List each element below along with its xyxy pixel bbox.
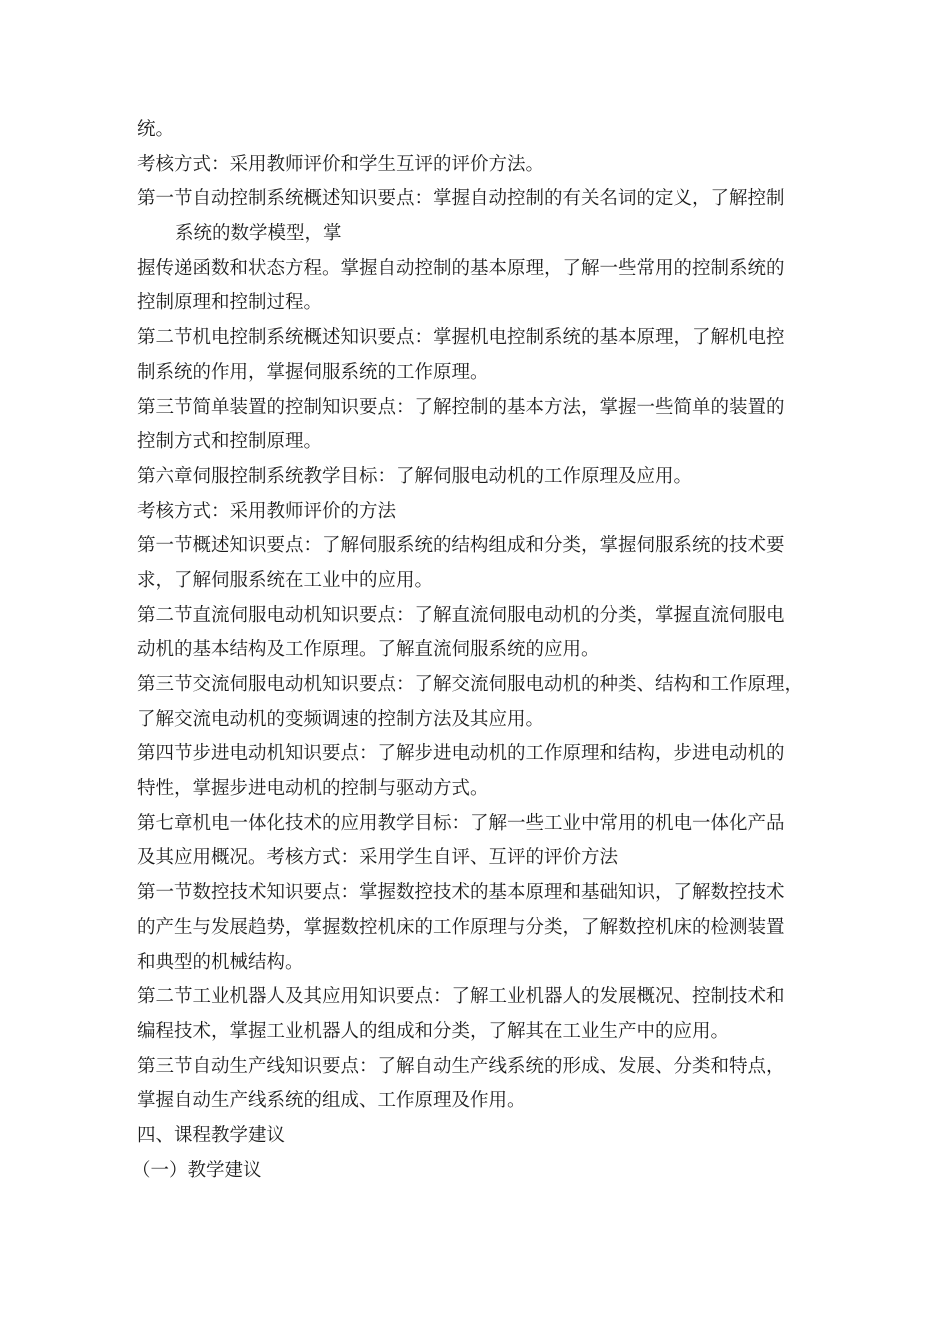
text-line: 第一节数控技术知识要点：掌握数控技术的基本原理和基础知识，了解数控技术	[137, 882, 785, 904]
text-line: 控制方式和控制原理。	[137, 431, 323, 453]
text-line: 第六章伺服控制系统教学目标：了解伺服电动机的工作原理及应用。	[137, 465, 693, 487]
text-line: 四、课程教学建议	[137, 1124, 286, 1146]
text-line: 控制原理和控制过程。	[137, 292, 323, 314]
text-line: 动机的基本结构及工作原理。了解直流伺服系统的应用。	[137, 639, 600, 661]
text-line: 第二节工业机器人及其应用知识要点：了解工业机器人的发展概况、控制技术和	[137, 986, 785, 1008]
text-line: （一）教学建议	[132, 1159, 262, 1181]
text-line: 系统的数学模型，掌	[175, 223, 342, 245]
text-line: 掌握自动生产线系统的组成、工作原理及作用。	[137, 1090, 526, 1112]
text-line: 第一节自动控制系统概述知识要点：掌握自动控制的有关名词的定义，了解控制	[137, 188, 785, 210]
text-line: 编程技术，掌握工业机器人的组成和分类，了解其在工业生产中的应用。	[137, 1020, 730, 1042]
text-line: 握传递函数和状态方程。掌握自动控制的基本原理，了解一些常用的控制系统的	[137, 257, 785, 279]
text-line: 制系统的作用，掌握伺服系统的工作原理。	[137, 361, 489, 383]
text-line: 第四节步进电动机知识要点：了解步进电动机的工作原理和结构，步进电动机的	[137, 743, 785, 765]
text-line: 求，了解伺服系统在工业中的应用。	[137, 569, 434, 591]
text-line: 和典型的机械结构。	[137, 951, 304, 973]
text-line: 第三节自动生产线知识要点：了解自动生产线系统的形成、发展、分类和特点，	[137, 1055, 785, 1077]
text-line: 第三节交流伺服电动机知识要点：了解交流伺服电动机的种类、结构和工作原理，	[137, 674, 804, 695]
text-line: 了解交流电动机的变频调速的控制方法及其应用。	[137, 708, 545, 730]
text-line: 考核方式：采用教师评价和学生互评的评价方法。	[137, 153, 545, 175]
text-line: 特性，掌握步进电动机的控制与驱动方式。	[137, 778, 489, 800]
text-line: 第二节机电控制系统概述知识要点：掌握机电控制系统的基本原理，了解机电控	[137, 327, 785, 349]
text-line: 考核方式：采用教师评价的方法	[137, 500, 397, 522]
text-line: 第三节简单装置的控制知识要点：了解控制的基本方法，掌握一些简单的装置的	[137, 396, 785, 418]
text-line: 第七章机电一体化技术的应用教学目标：了解一些工业中常用的机电一体化产品	[137, 812, 785, 834]
text-line: 统。	[137, 119, 175, 140]
body-text	[132, 113, 817, 1188]
text-line: 及其应用概况。考核方式：采用学生自评、互评的评价方法	[137, 847, 619, 869]
text-line: 第一节概述知识要点：了解伺服系统的结构组成和分类，掌握伺服系统的技术要	[137, 535, 785, 557]
text-line: 第二节直流伺服电动机知识要点：了解直流伺服电动机的分类，掌握直流伺服电	[137, 604, 785, 626]
text-line: 的产生与发展趋势，掌握数控机床的工作原理与分类，了解数控机床的检测装置	[137, 916, 785, 938]
